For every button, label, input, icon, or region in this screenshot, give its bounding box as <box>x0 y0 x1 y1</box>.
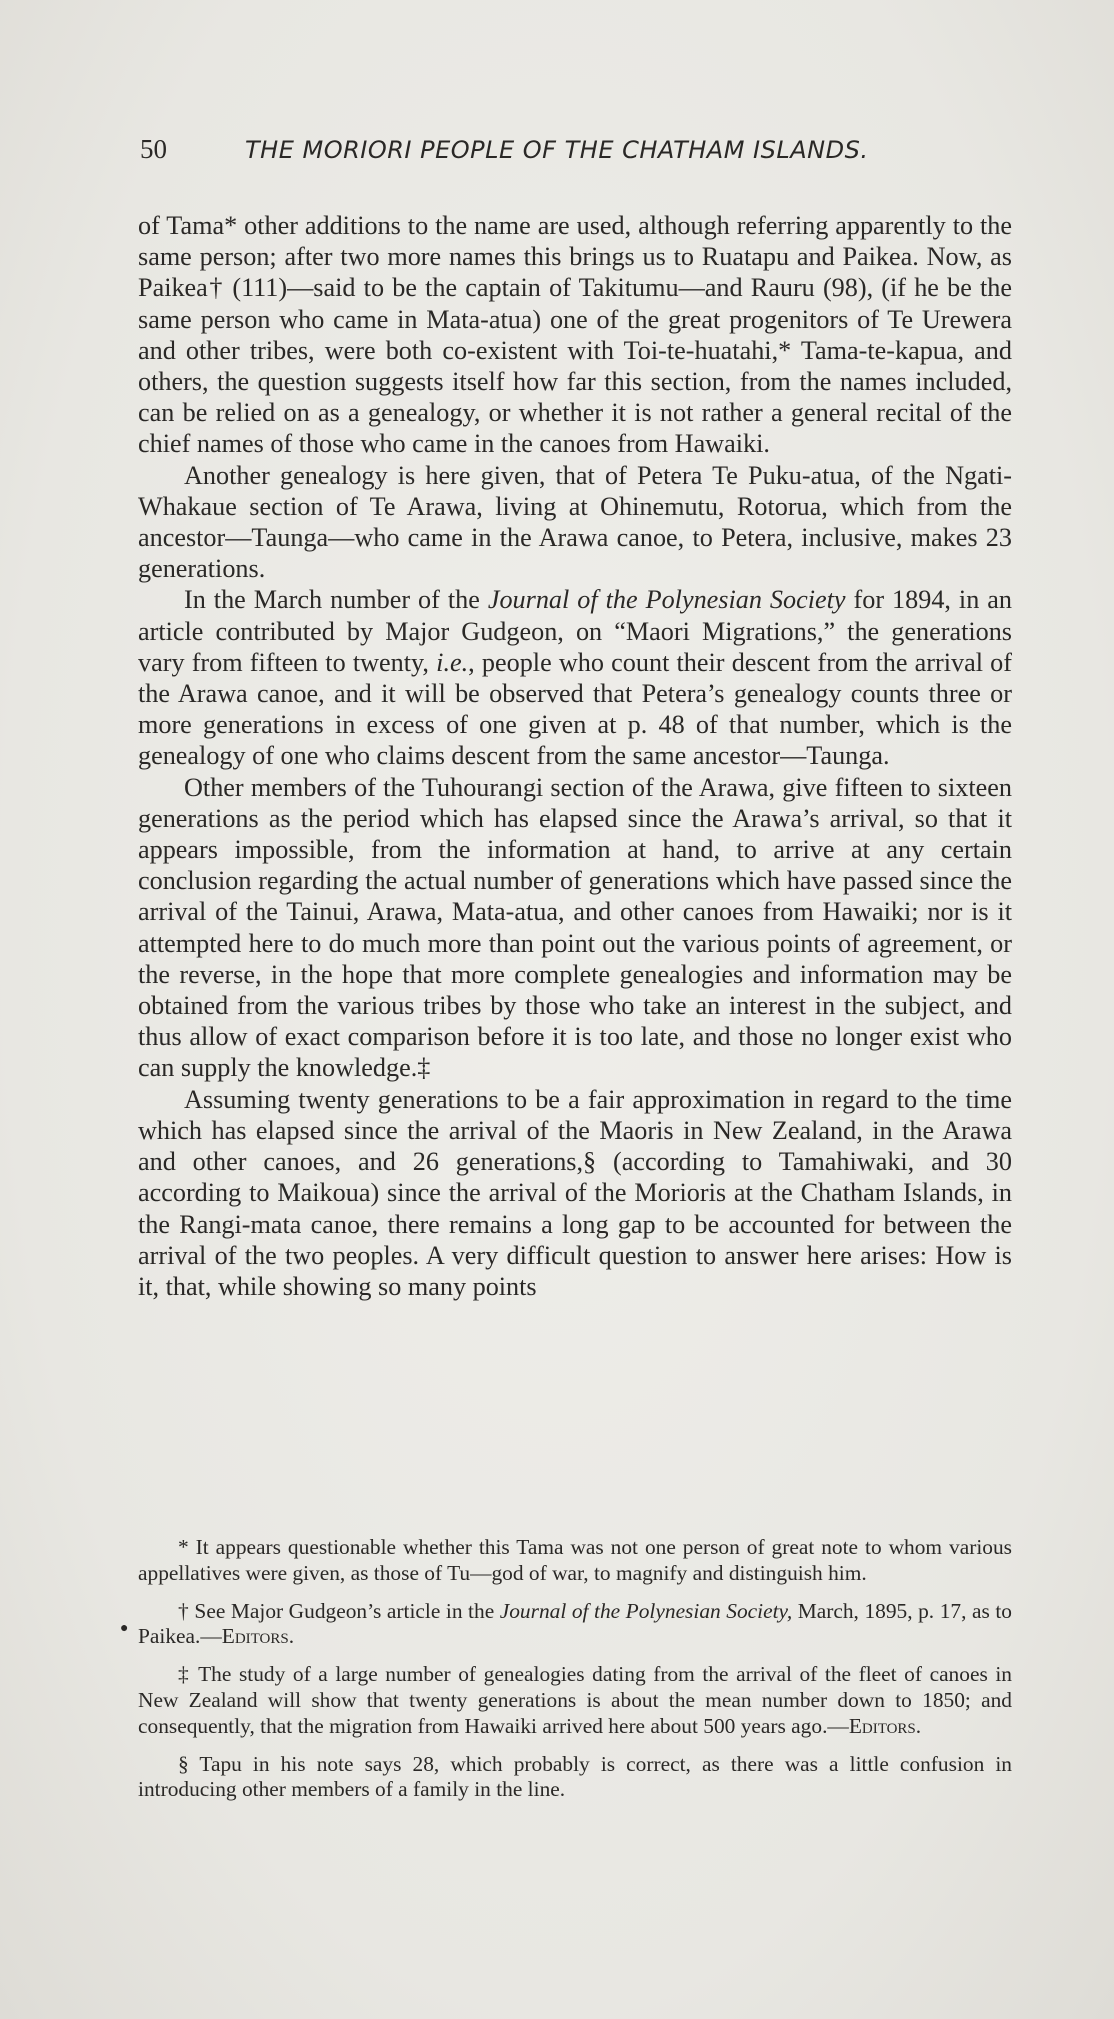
footnote-asterisk: * It appears questionable whether this Tama was not one person of great note to whom various appellatives were given, as those of Tu—god of war, to magnify and distinguish him. <box>138 1535 1012 1585</box>
footnote-double-dagger-text: ‡ The study of a large number of genealogies dating from the arrival of the fleet of canoes in New Zealand will show that twenty generations is about the mean number down to 1850; and consequently, that the migration from Hawaiki arrived here about 500 years ago.— <box>138 1662 1012 1738</box>
footnote-dagger-editors: Editors. <box>221 1624 295 1649</box>
footnotes <box>138 1535 1012 1815</box>
paragraph-5: Assuming twenty generations to be a fair approximation in regard to the time which has elapsed since the arrival of the Maoris in New Zealand, in the Arawa and other canoes, and 26 generations,§ (according to Tamahiwaki, and 30 according to Maikoua) since the arrival of the Morioris at the Chatham Islands, in the Rangi-mata canoe, there remains a long gap to be accounted for between the arrival of the two peoples. A very difficult question to answer here arises: How is it, that, while showing so many points <box>138 1084 1012 1301</box>
footnote-double-dagger-editors: Editors. <box>848 1713 922 1738</box>
paragraph-3-text-c: , people who count their descent from the arrival of the Arawa canoe, and it will be observed that Petera’s genealogy counts three or more generations in excess of one given at p. 48 of that number, which is the genealogy of one who claims descent from the same ancestor—Taunga. <box>138 647 1012 771</box>
body-text <box>138 210 1012 1302</box>
running-title: THE MORIORI PEOPLE OF THE CHATHAM ISLANDS. <box>245 136 869 164</box>
footnote-double-dagger <box>138 1662 1012 1739</box>
footnote-section: § Tapu in his note says 28, which probably is correct, as there was a little confusion in introducing other members of a family in the line. <box>138 1751 1012 1802</box>
margin-mark: ● <box>120 1621 129 1636</box>
journal-title: Journal of the Polynesian Society <box>487 585 846 615</box>
paragraph-3-text-b: for 1894, in an article contributed by Major Gudgeon, on “Maori Migrations,” the generations vary from fifteen to twenty, <box>138 585 1013 677</box>
page-number: 50 <box>140 134 167 164</box>
footnote-journal-title: Journal of the Polynesian Society, <box>499 1598 793 1623</box>
footnote-dagger-text-b: March, 1895, p. 17, as to Paikea.— <box>138 1598 1012 1649</box>
footnote-dagger-text-a: † See Major Gudgeon’s article in the <box>178 1598 500 1623</box>
footnote-dagger <box>138 1599 1012 1651</box>
running-header <box>140 134 1010 165</box>
paragraph-4: Other members of the Tuhourangi section of the Arawa, give fifteen to sixteen generations as the period which has elapsed since the Arawa’s arrival, so that it appears impossible, from the information at hand, to arrive at any certain conclusion regarding the actual number of generations which have passed since the arrival of the Tainui, Arawa, Mata-atua, and other canoes from Hawaiki; nor is it attempted here to do much more than point out the various points of agreement, or the reverse, in the hope that more complete genealogies and information may be obtained from the various tribes by those who take an interest in the subject, and thus allow of exact comparison before it is too late, and those no longer exist who can supply the knowledge.‡ <box>138 772 1012 1083</box>
paragraph-3 <box>138 584 1012 771</box>
paragraph-2: Another genealogy is here given, that of Petera Te Puku-atua, of the Ngati-Whakaue section of Te Arawa, living at Ohinemutu, Rotorua, which from the ancestor—Taunga—who came in the Arawa canoe, to Petera, inclusive, makes 23 generations. <box>138 460 1012 584</box>
paragraph-3-text-a: In the March number of the <box>184 585 488 615</box>
paragraph-1: of Tama* other additions to the name are used, although referring apparently to the same person; after two more names this brings us to Ruatapu and Paikea. Now, as Paikea† (111)—said to be the captain of Takitumu—and Rauru (98), (if he be the same person who came in Mata-atua) one of the great progenitors of Te Urewera and other tribes, were both co-existent with Toi-te-huatahi,* Tama-te-kapua, and others, the question suggests itself how far this section, from the names included, can be relied on as a genealogy, or whether it is not rather a general recital of the chief names of those who came in the canoes from Hawaiki. <box>138 211 1012 459</box>
ie-abbreviation: i.e. <box>436 647 469 677</box>
